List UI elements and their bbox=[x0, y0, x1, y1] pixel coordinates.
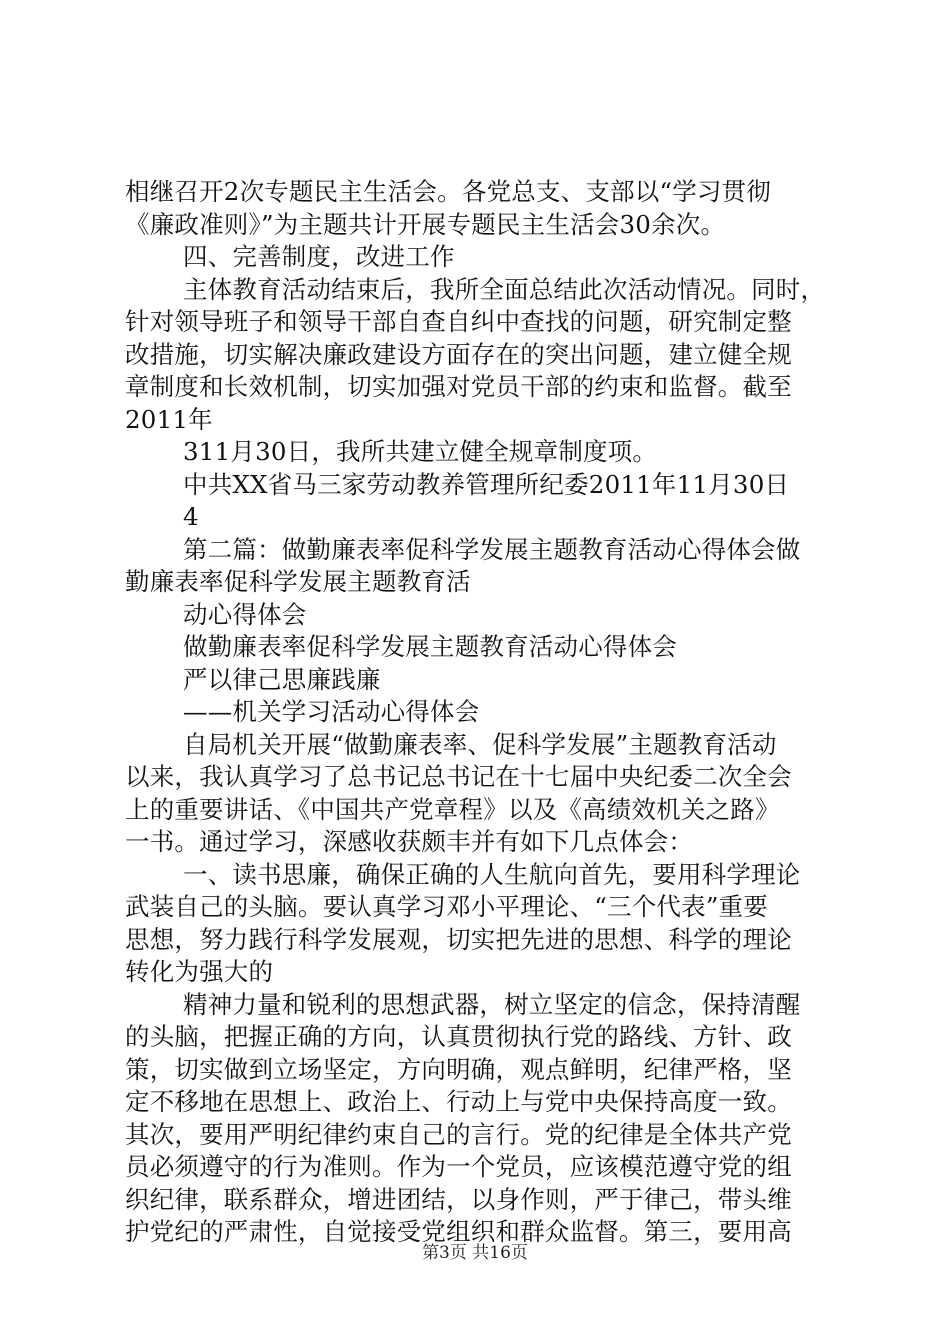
text-line: 护党纪的严肃性，自觉接受党组织和群众监督。第三，要用高 bbox=[125, 1217, 792, 1246]
text-line: 其次，要用严明纪律约束自己的言行。党的纪律是全体共产党 bbox=[125, 1119, 792, 1149]
text-line: 勤廉表率促科学发展主题教育活 bbox=[125, 567, 471, 596]
text-line: 织纪律，联系群众，增进团结，以身作则，严于律己，带头维 bbox=[125, 1184, 792, 1214]
text-line: 思想，努力践行科学发展观，切实把先进的思想、科学的理论 bbox=[125, 924, 792, 954]
text-line: 《廉政准则》”为主题共计开展专题民主生活会30余次。 bbox=[125, 209, 726, 239]
text-line: 中共XX省马三家劳动教养管理所纪委2011年11月30日 bbox=[183, 469, 790, 499]
text-line: 2011年 bbox=[125, 404, 213, 434]
text-line: 的头脑，把握正确的方向，认真贯彻执行党的路线、方针、政 bbox=[125, 1022, 792, 1051]
text-line: 策，切实做到立场坚定，方向明确，观点鲜明，纪律严格，坚 bbox=[125, 1054, 792, 1084]
text-line: 主体教育活动结束后，我所全面总结此次活动情况。同时， bbox=[183, 274, 826, 304]
text-line: 动心得体会 bbox=[183, 599, 307, 629]
text-line: 第二篇：做勤廉表率促科学发展主题教育活动心得体会做 bbox=[183, 534, 801, 564]
text-line: 四、完善制度，改进工作 bbox=[183, 242, 455, 271]
text-line: 上的重要讲话、《中国共产党章程》以及《高绩效机关之路》 bbox=[125, 794, 780, 824]
text-line: ——机关学习活动心得体会 bbox=[183, 697, 480, 726]
text-line: 定不移地在思想上、政治上、行动上与党中央保持高度一致。 bbox=[125, 1087, 792, 1116]
text-line: 311月30日，我所共建立健全规章制度项。 bbox=[183, 437, 658, 466]
text-line: 4 bbox=[183, 502, 199, 531]
text-line: 员必须遵守的行为准则。作为一个党员，应该模范遵守党的组 bbox=[125, 1152, 792, 1181]
document-body bbox=[125, 176, 835, 1249]
text-line: 相继召开2次专题民主生活会。各党总支、支部以“学习贯彻 bbox=[125, 177, 772, 206]
page-footer: 第3页 共16页 bbox=[422, 1243, 528, 1263]
text-line: 做勤廉表率促科学发展主题教育活动心得体会 bbox=[183, 632, 677, 661]
text-line: 章制度和长效机制，切实加强对党员干部的约束和监督。截至 bbox=[125, 372, 792, 401]
text-line: 严以律己思廉践廉 bbox=[183, 664, 381, 694]
text-line: 武装自己的头脑。要认真学习邓小平理论、“三个代表”重要 bbox=[125, 892, 768, 921]
text-line: 以来，我认真学习了总书记总书记在十七届中央纪委二次全会 bbox=[125, 762, 792, 791]
text-line: 改措施，切实解决廉政建设方面存在的突出问题，建立健全规 bbox=[125, 339, 792, 369]
text-line: 针对领导班子和领导干部自查自纠中查找的问题，研究制定整 bbox=[125, 307, 792, 336]
text-line: 自局机关开展“做勤廉表率、促科学发展”主题教育活动 bbox=[183, 729, 777, 759]
text-line: 精神力量和锐利的思想武器，树立坚定的信念，保持清醒 bbox=[183, 989, 801, 1019]
text-line: 转化为强大的 bbox=[125, 957, 274, 986]
text-line: 一书。通过学习，深感收获颇丰并有如下几点体会： bbox=[125, 827, 694, 856]
text-line: 一、读书思廉，确保正确的人生航向首先，要用科学理论 bbox=[183, 859, 801, 889]
